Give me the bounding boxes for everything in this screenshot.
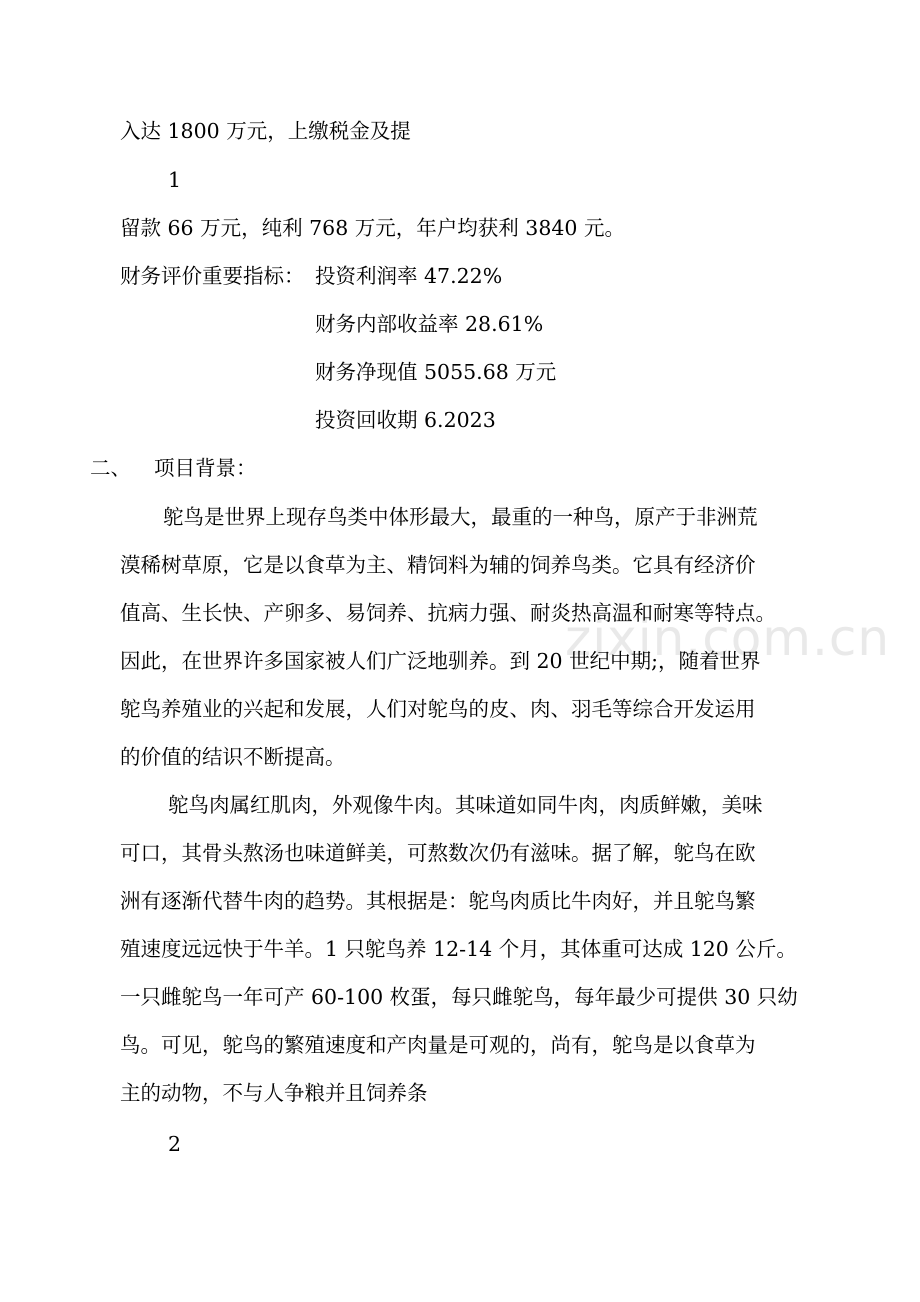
paragraph-2-line: 洲有逐渐代替牛肉的趋势。其根据是：鸵鸟肉质比牛肉好，并且鸵鸟繁 <box>120 889 756 913</box>
section-title: 项目背景： <box>154 456 257 480</box>
paragraph-1-line: 鸵鸟养殖业的兴起和发展，人们对鸵鸟的皮、肉、羽毛等综合开发运用 <box>120 697 756 721</box>
indicator-item: 投资利润率 47.22% <box>315 264 503 288</box>
paragraph-1-line: 值高、生长快、产卵多、易饲养、抗病力强、耐炎热高温和耐寒等特点。 <box>120 601 776 625</box>
paragraph-2-line: 鸟。可见，鸵鸟的繁殖速度和产肉量是可观的，尚有，鸵鸟是以食草为 <box>120 1033 756 1057</box>
paragraph-1-line: 漠稀树草原，它是以食草为主、精饲料为辅的饲养鸟类。它具有经济价 <box>120 553 756 577</box>
paragraph-1-line: 因此，在世界许多国家被人们广泛地驯养。到 20 世纪中期;，随着世界 <box>120 649 761 673</box>
paragraph-2-line: 主的动物，不与人争粮并且饲养条 <box>120 1081 428 1105</box>
indicators-label: 财务评价重要指标： <box>120 264 305 288</box>
indicator-item: 财务内部收益率 28.61% <box>315 312 544 336</box>
page-number-1: 1 <box>168 168 182 192</box>
text-line-1: 入达 1800 万元，上缴税金及提 <box>120 119 411 143</box>
page-number-2: 2 <box>168 1132 182 1156</box>
paragraph-1-line: 的价值的结识不断提高。 <box>120 745 346 769</box>
text-line-2: 留款 66 万元，纯利 768 万元，年户均获利 3840 元。 <box>120 216 625 240</box>
paragraph-2-line: 一只雌鸵鸟一年可产 60-100 枚蛋，每只雌鸵鸟，每年最少可提供 30 只幼 <box>120 985 798 1009</box>
paragraph-2-line: 殖速度远远快于牛羊。1 只鸵鸟养 12-14 个月，其体重可达成 120 公斤。 <box>120 937 797 961</box>
section-number: 二、 <box>90 456 131 480</box>
indicator-item: 投资回收期 6.2023 <box>315 408 496 432</box>
paragraph-2-line: 鸵鸟肉属红肌肉，外观像牛肉。其味道如同牛肉，肉质鲜嫩，美味 <box>168 793 763 817</box>
indicator-item: 财务净现值 5055.68 万元 <box>315 360 557 384</box>
paragraph-2-line: 可口，其骨头熬汤也味道鲜美，可熬数次仍有滋味。据了解，鸵鸟在欧 <box>120 841 756 865</box>
watermark: zixin.com.cn <box>565 609 891 667</box>
paragraph-1-line: 鸵鸟是世界上现存鸟类中体形最大，最重的一种鸟，原产于非洲荒 <box>163 505 758 529</box>
